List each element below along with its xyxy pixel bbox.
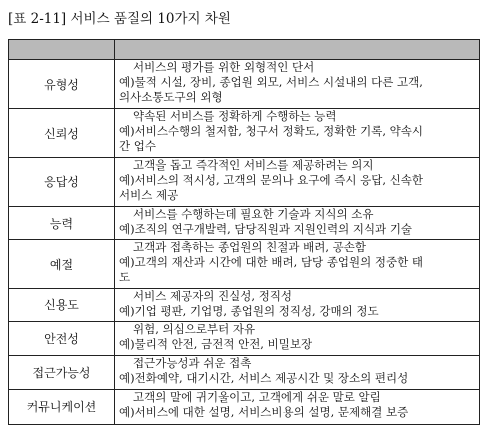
dimension-name: 안전성 xyxy=(9,322,115,356)
dimension-name: 커뮤니케이션 xyxy=(9,389,115,424)
dimension-description xyxy=(115,356,480,389)
table-row xyxy=(9,157,480,206)
table-row xyxy=(9,109,480,157)
example-line: 예)서비스수행의 철저함, 청구서 정확도, 정확한 기록, 약속시 xyxy=(119,124,423,139)
dimension-description xyxy=(115,60,480,109)
dimension-name: 능력 xyxy=(9,207,115,240)
example-line: 예)물리적 안전, 금전적 안전, 비밀보장 xyxy=(119,337,313,352)
example-line: 예)서비스에 대한 설명, 서비스비용의 설명, 문제해결 보증 xyxy=(119,404,409,419)
table-header xyxy=(9,40,480,60)
example-line: 예)고객의 재산과 시간에 대한 배려, 담당 종업원의 정중한 태 xyxy=(119,255,423,270)
example-line: 예)물적 시설, 장비, 종업원 외모, 서비스 시설내의 다른 고객, xyxy=(119,75,423,89)
definition-line: 서비스의 평가를 위한 외형적인 단서 xyxy=(133,60,315,74)
dimension-name: 신뢰성 xyxy=(9,109,115,157)
table-row xyxy=(9,389,480,424)
example-line: 예)서비스의 적시성, 고객의 문의나 요구에 즉시 응답, 신속한 xyxy=(119,172,423,187)
dimension-name: 유형성 xyxy=(9,60,115,109)
table-body xyxy=(9,60,480,425)
definition-line: 고객을 돕고 즉각적인 서비스를 제공하려는 의지 xyxy=(133,157,374,172)
example-line: 서비스 제공 xyxy=(119,187,179,202)
table-row xyxy=(9,356,480,389)
table-row xyxy=(9,240,480,288)
definition-line: 약속된 서비스를 정확하게 수행하는 능력 xyxy=(133,109,337,124)
service-quality-table xyxy=(8,39,480,425)
dimension-description xyxy=(115,288,480,321)
dimension-name: 예절 xyxy=(9,240,115,288)
dimension-name: 접근가능성 xyxy=(9,356,115,389)
table-caption: [표 2-11] 서비스 품질의 10가지 차원 xyxy=(8,11,231,27)
header-cell-dimension xyxy=(9,40,115,60)
example-line: 예)전화예약, 대기시간, 서비스 제공시간 및 장소의 편리성 xyxy=(119,371,409,386)
table-row xyxy=(9,207,480,240)
header-cell-description xyxy=(115,40,480,60)
definition-line: 고객의 말에 귀기울이고, 고객에게 쉬운 말로 알림 xyxy=(133,389,381,404)
definition-line: 접근가능성과 쉬운 접촉 xyxy=(133,356,252,371)
example-line: 의사소통도구의 외형 xyxy=(119,90,223,104)
definition-line: 서비스를 수행하는데 필요한 기술과 지식의 소유 xyxy=(133,207,374,222)
definition-line: 고객과 접촉하는 종업원의 친절과 배려, 공손함 xyxy=(133,240,367,255)
example-line: 예)기업 평판, 기업명, 종업원의 정직성, 강매의 정도 xyxy=(119,303,379,318)
header-row xyxy=(9,40,480,60)
dimension-description xyxy=(115,109,480,157)
dimension-description xyxy=(115,389,480,424)
dimension-description xyxy=(115,240,480,288)
table-row xyxy=(9,60,480,109)
dimension-description xyxy=(115,322,480,356)
dimension-description xyxy=(115,157,480,206)
definition-line: 서비스 제공자의 진실성, 정직성 xyxy=(133,288,293,303)
dimension-name: 신용도 xyxy=(9,288,115,321)
example-line: 간 업수 xyxy=(119,139,156,154)
example-line: 도 xyxy=(119,270,131,285)
dimension-name: 응답성 xyxy=(9,157,115,206)
definition-line: 위험, 의심으로부터 자유 xyxy=(133,322,256,337)
dimension-description xyxy=(115,207,480,240)
table-row xyxy=(9,322,480,356)
example-line: 예)조직의 연구개발력, 담당직원과 지원인력의 지식과 기술 xyxy=(119,222,413,237)
table-row xyxy=(9,288,480,321)
